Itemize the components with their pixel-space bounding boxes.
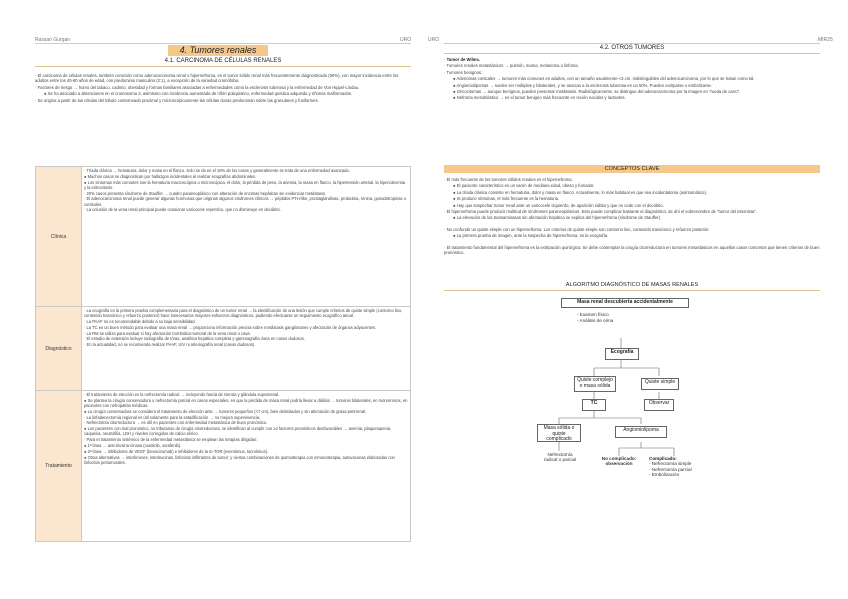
table-row-tratamiento (36, 391, 410, 541)
flow-ecografia: Ecografía (605, 348, 639, 360)
row-head-diagnostico: Diagnóstico (36, 307, 82, 390)
flowchart-connectors (549, 296, 769, 546)
section-carcinoma: 4.1. CARCINOMA DE CÉLULAS RENALES (35, 58, 411, 67)
header-edition: MIR25 (818, 37, 833, 43)
flow-start: Masa renal descubierta accidentalmente (561, 298, 689, 308)
flow-complicado (649, 456, 711, 478)
otros-list: · Tumor de Wilms. · Tumores renales metastásicos → pulmón, mama, melanoma o linfoma. · Tumores benignos: ● Adenomas corticales → tumores más comunes en adultos, con un tamaño usualmente <3 cm. Indistinguibles del adenocarcinoma, por lo que se tratan como tal. ● Angiomiolipomas → suelen ser múltiples y bilaterales, y se asocian a la esclerosis tuberosa en un 50%. Pueden extirparse o embolizarse. ● Oncocitomas → aunque benignos, pueden presentar metástasis. Radiológicamente, se distingue del adenocarcinoma por la imagen en "rueda de carro". ● Nefroma mesoblástico → es el tumor benigno más frecuente en recién nacidos y lactantes. (444, 57, 755, 101)
algoritmo-title: ALGORITMO DIAGNÓSTICO DE MASAS RENALES (444, 282, 820, 291)
flow-angiomiolipoma: Angiomiolipoma (615, 426, 667, 438)
flow-comp-3: - Embolización (649, 472, 680, 478)
row-body-tratamiento: · El tratamiento de elección es la nefrectomía radical → incluyendo fascia de Gerota y glándula suprarrenal. ● Se plantea la cirugía conservadora o nefrectomía parcial en casos especiales, en que la pérdida de masa renal podría llevar a diálisis → tumores bilaterales, en monorrenos, en pacientes con nefropatías médicas. ● La cirugía conservadora se considera el tratamiento de elección ante → tumores pequeños (<7 cm), bien delimitados y sin afectación de grasa perirrenal. · La linfadenectomía regional es útil solamente para la estadificación → no mejora supervivencia. · Nefrectomía citorreductora → es útil en pacientes con enfermedad metastásica de buen pronóstico. ● Los pacientes con mal pronóstico, no tributarios de cirugía citorreductora, se identifican al cumplir con ≥4 factores pronósticos desfavorables → anemia, plaquetopenia, caquexia, neutrofilia, LDH y niveles corregidos de calcio sérico. · Para el tratamiento sistémico de la enfermedad metastásica se emplean las terapias dirigidas: ● 1ª línea → anti-tirosina-cinasa (sunitinib, sorafenib). ● 2ª línea → inhibidores de VEGF (bevacizumab) e inhibidores de la m-TOR (everolimus, tacrolimus). ● Otras alternativas → interferones, interleucinas, lisfocitos infiltrantes de tumor; y ciertas combinaciones de quimioterapia con inmunoterapia, autovacunas elaboradas con linfocitos periumorales. (84, 392, 408, 465)
row-head-clinica: Clínica (36, 167, 82, 306)
flow-exam1: - Examen físico (577, 312, 609, 317)
flow-comp-2: - Nefrectomía parcial (649, 466, 692, 472)
flow-no-complicado: No complicado: observación (601, 456, 637, 467)
flow-observar: Observar (644, 399, 674, 411)
flow-tc: TC (582, 399, 606, 411)
conceptos-title: CONCEPTOS CLAVE (444, 165, 820, 173)
flow-complicado-title: Complicado: (649, 456, 677, 461)
intro-p4: · Se origina a partir de las células del túbulo contorneado proximal y microscópicamente las células claras predominan sobre las granulares y fusiformes. (35, 97, 319, 103)
intro-p1: · El carcinoma de células renales, también conocido como adenocarcinoma renal o hipernefroma, es el tumor sólido renal más frecuentemente diagnosticado (90%), con mayor incidencia entre los adultos entre los 40-60 años de edad, con predominio masculino (2:1), a excepción de la variedad cromófoba. (35, 73, 399, 84)
flow-simple: Quiste simple (641, 378, 679, 390)
chapter-title: 4. Tumores renales (168, 45, 268, 56)
row-body-diagnostico: · La ecografía es la primera prueba complementaria para el diagnóstico de un tumor renal → la identificación de una lesión que cumple criterios de quiste simple (contorno liso, contenido transónico y refuerzo posterior) hace innecesarios mayores esfuerzos diagnósticos, pudiendo efectuarse un seguimiento ecográfico anual. · La PAAF no es recomendable debido a su baja sensibilidad. · La TC es un buen método para evaluar una masa renal → proporciona información precisa sobre metástasis ganglionares y afectación de órganos adyacentes. · La RM se utiliza para evaluar si hay afectación trombótica tumoral de la vena renal o cava. · El estudio de extensión incluye radiografía de tórax, analítica hepática completa y gammagrafía ósea en casos dudosos. · En la actualidad, no se recomienda realizar PAAF, UIV ni arteriografía renal (casos dudosos). (84, 308, 403, 348)
row-head-tratamiento: Tratamiento (36, 391, 82, 541)
flow-complejo: Quiste complejo o masa sólida (574, 376, 616, 392)
conceptos-list: · El más frecuente de los tumores sólidos renales es el hipernefroma. ● El paciente característico es un varón de mediana edad, obeso y fumador. ● La tríada clásica consiste en hematuria, dolor y masa en flanco. Actualmente, lo más habitual es que sea incidentaloma (asintomático). ● Si produce síntomas, el más frecuente es la hematuria. ● Hay que sospechar tumor renal ante un varicocele izquierdo, de aparición súbita y que no cede con el decúbito. · El hipernefroma puede producir multitud de síndromes paraneoplásicos. Esto puede complicar bastante el diagnóstico; de ahí el sobrenombre de "tumor del internista". ● La elevación de las transaminasas sin afectación hepática se explica del hipernefroma (síndrome de Stauffer). · No confundir un quiste simple con un hipernefroma. Los criterios de quiste simple son contorno liso, contenido transónico y refuerzo posterior. ● La primera prueba de imagen, ante la sospecha de hipernefroma, es la ecografía. · El tratamiento fundamental del hipernefroma es la extirpación quirúrgica. Se debe contemplar la cirugía citorreductora en tumores metastásicos en aquellos casos concretos que tienen criterios de buen pronóstico. (444, 177, 820, 256)
intro-p3: ● Se ha asociado a alteraciones en el cromosoma 3, asimismo con incidencia aumentada de riñón poliquístico, enfermedad quística adquirida y riñones malformados. (44, 91, 353, 97)
flow-exam2: - Análisis de orina (577, 318, 614, 323)
header-subject-right: URO (428, 37, 440, 43)
header-subject-left: URO (400, 37, 412, 43)
flow-nefrectomia: Nefrectomía radical o parcial (543, 452, 577, 463)
intro-text (35, 73, 411, 104)
header-author: Rassan Gurgan (35, 37, 71, 43)
header-rule (35, 43, 411, 44)
table-row-clinica (36, 167, 410, 307)
intro-p2: · Factores de riesgo → humo del tabaco, cadmio, obesidad y formas familiares asociadas a enfermedades como la esclerosis tuberosa y la enfermedad de Von Hippel-Lindau. (35, 84, 360, 90)
header-rule-right (444, 43, 820, 44)
diagnostic-flowchart (543, 296, 769, 486)
flow-masa-solida: Masa sólida o quiste complicado (537, 424, 581, 442)
row-body-clinica: · Tríada clásica → hematuria, dolor y masa en el flanco. Solo se da en el 10% de los casos y generalmente se trata de una enfermedad avanzada. ● Muchos casos se diagnostican por hallazgos incidentales al realizar ecografías abdominales. ● Los síntomas más comunes son la hematuria macroscópica o microscópica, el dolor, la pérdida de peso, la anemia, la masa en flanco, la hipertensión arterial, la hipercalcemia y la eritrocitosis. · 20% casos presenta síndrome de Stauffer → cuadro paraneoplásico con alteración de enzimas hepáticas sin evidenciar metástasis. · El adenocarcinoma renal puede generar algunas hormonas que originan algunos síndromes clínicos → péptidos PTH-like, prostaglandinas, prolactina, renina, gonadotropinas o cortisoles. · La oclusión de la vena renal principal puede ocasionar varicocele repentino, que no disminuye en decúbito. (84, 168, 407, 213)
table-row-diagnostico (36, 307, 410, 391)
section-otros: 4.2. OTROS TUMORES (444, 45, 820, 54)
carcinoma-table (35, 166, 411, 542)
flow-comp-1: - Nefrectomía simple (649, 461, 692, 467)
